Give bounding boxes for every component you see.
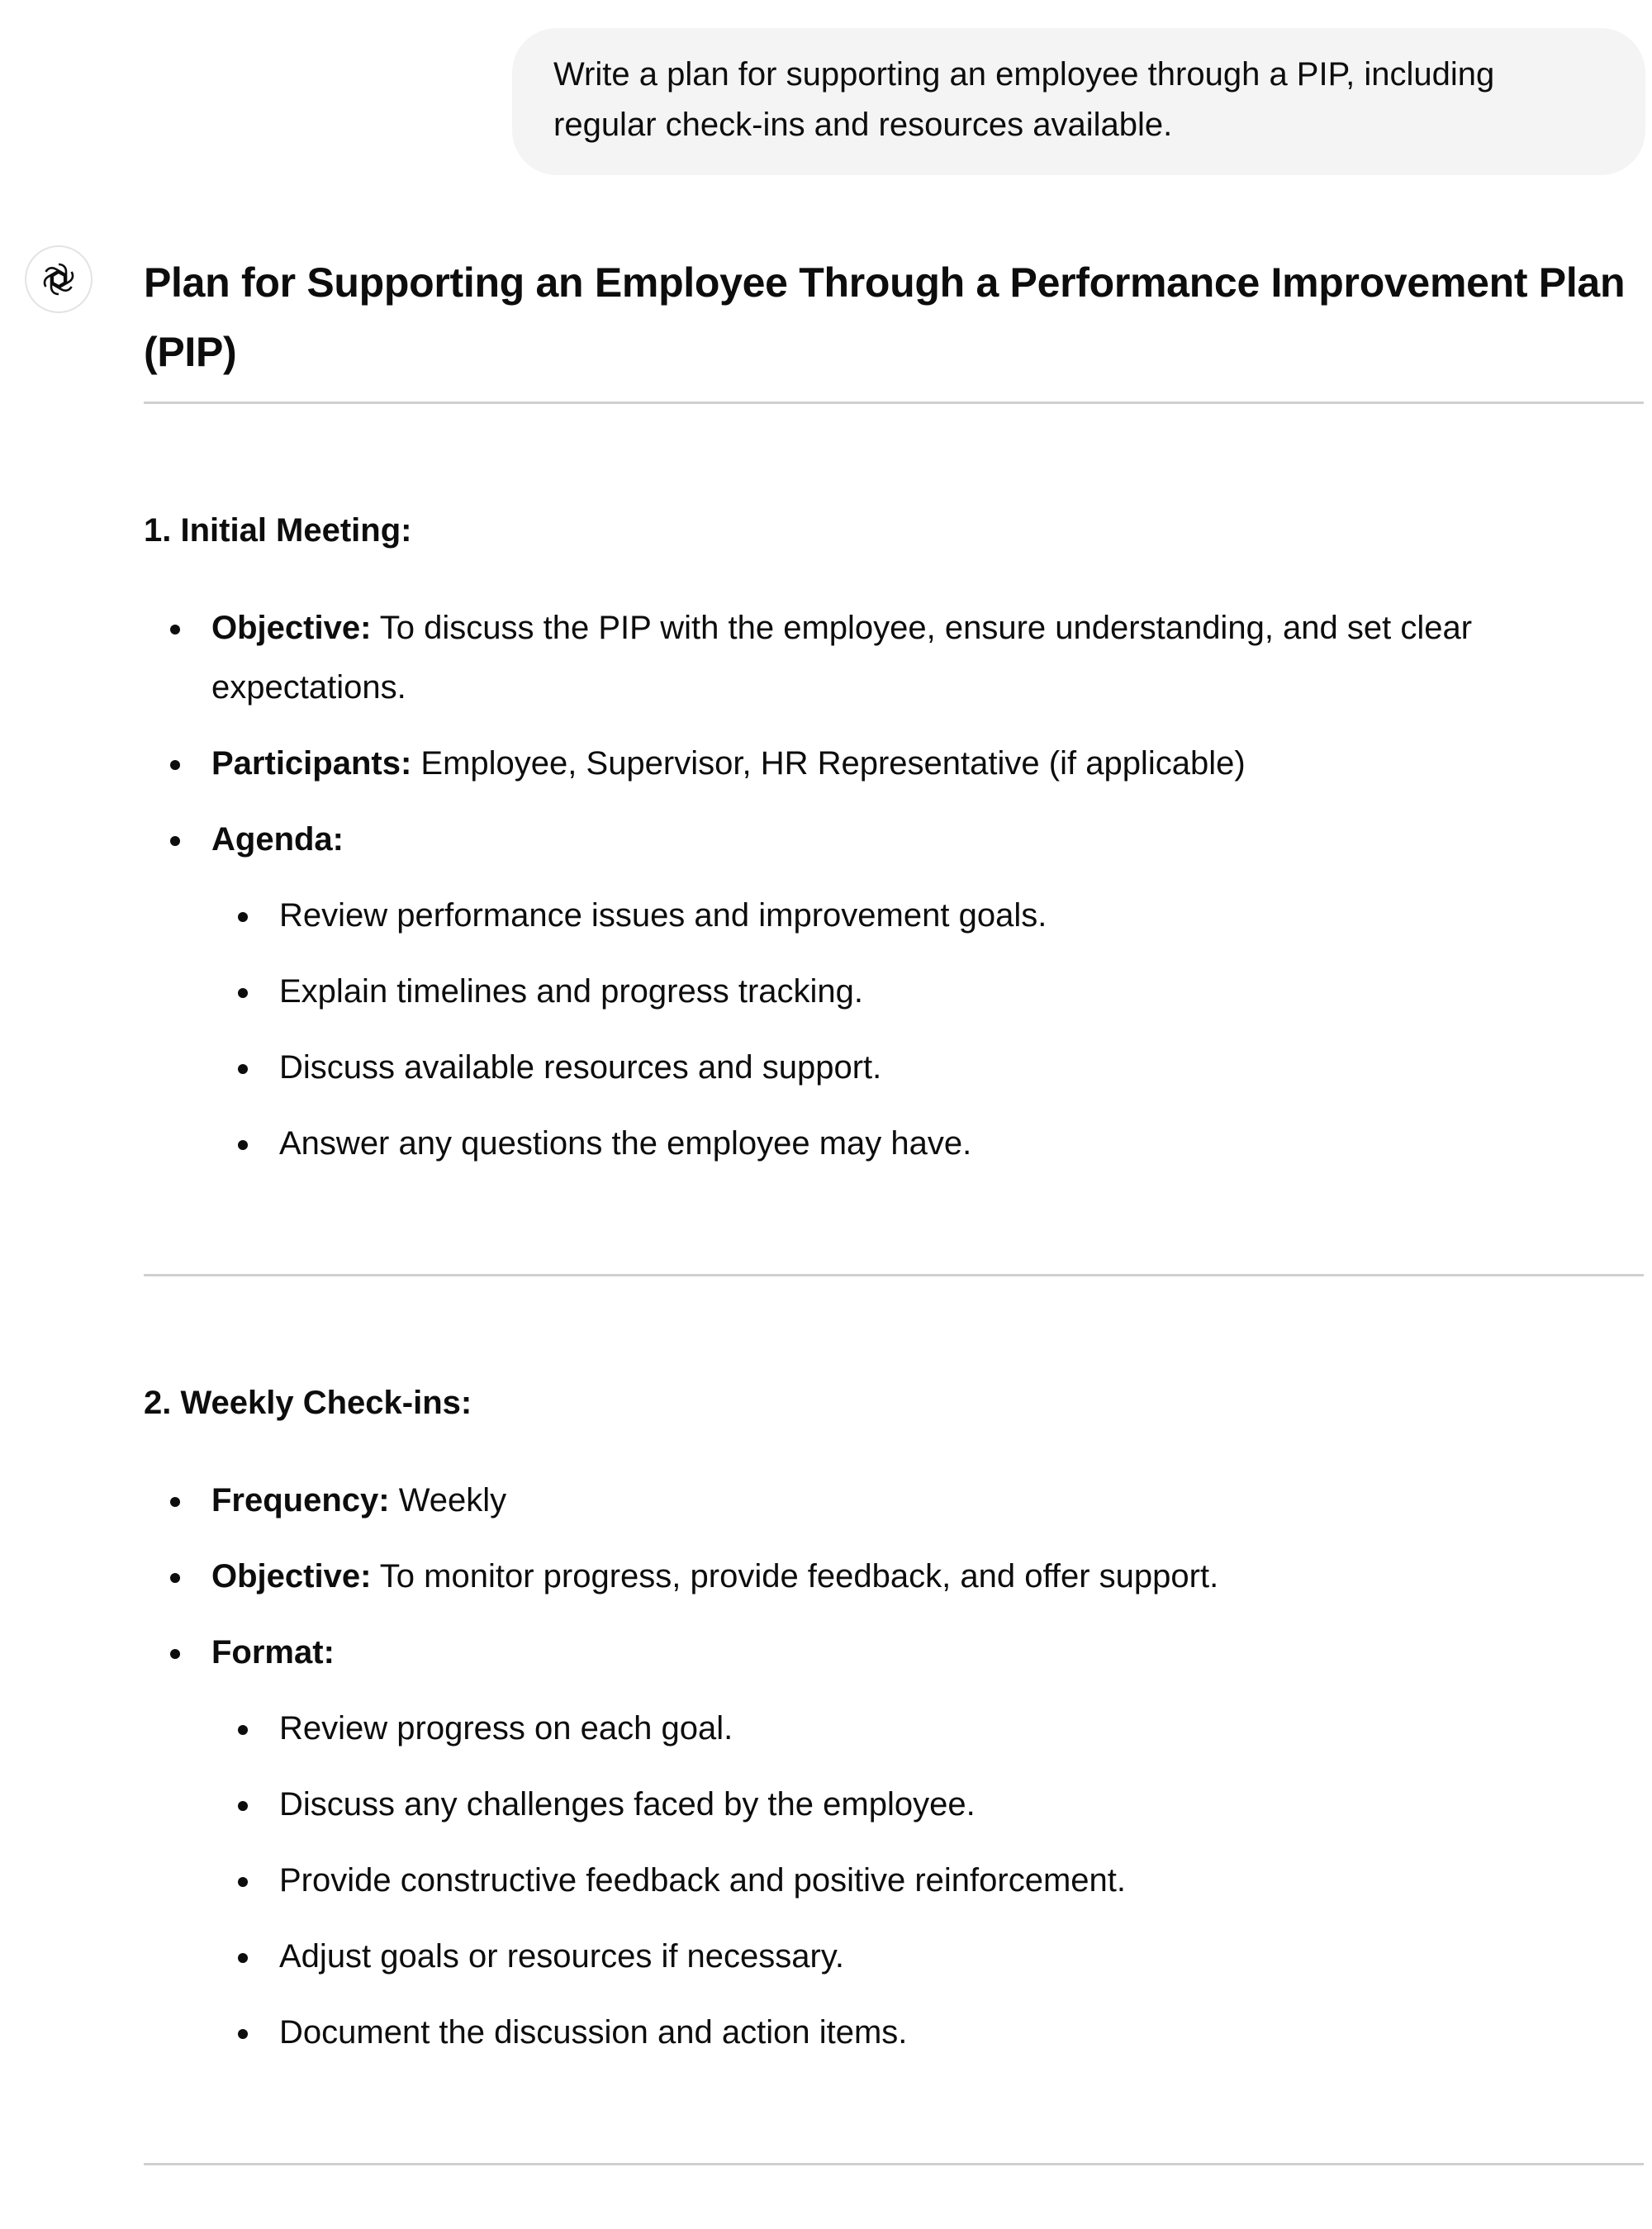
sub-list-item: Review progress on each goal. [211, 1699, 1644, 1758]
item-label: Participants: [211, 745, 412, 782]
list-item [144, 1623, 1644, 2062]
divider [144, 402, 1644, 404]
item-text: To discuss the PIP with the employee, ensure understanding, and set clear expectations. [211, 610, 1473, 706]
sub-list-item: Explain timelines and progress tracking. [211, 962, 1644, 1021]
list-item [144, 734, 1644, 793]
assistant-avatar [25, 245, 93, 313]
item-label: Objective: [211, 610, 372, 646]
assistant-response [144, 248, 1644, 2165]
list-item [144, 598, 1644, 717]
sub-list [211, 886, 1644, 1173]
item-label: Objective: [211, 1558, 372, 1595]
section-list [144, 1471, 1644, 2062]
sub-list-item: Review performance issues and improvement goals. [211, 886, 1644, 945]
sub-list-item: Adjust goals or resources if necessary. [211, 1927, 1644, 1986]
openai-logo-icon [39, 259, 78, 299]
user-message-text: Write a plan for supporting an employee through a PIP, including regular check-ins and resources available. [553, 56, 1495, 143]
section-heading-weekly-check-ins: 2. Weekly Check-ins: [144, 1385, 472, 1421]
divider [144, 1274, 1644, 1276]
user-message-bubble [512, 28, 1645, 175]
sub-list-item: Document the discussion and action items. [211, 2003, 1644, 2062]
sub-list-item: Discuss available resources and support. [211, 1038, 1644, 1097]
item-label: Agenda: [211, 821, 344, 858]
section-list [144, 598, 1644, 1173]
item-label: Frequency: [211, 1482, 390, 1518]
divider [144, 2163, 1644, 2165]
section-heading-initial-meeting: 1. Initial Meeting: [144, 512, 412, 549]
sub-list-item: Provide constructive feedback and positive reinforcement. [211, 1851, 1644, 1910]
item-text: Weekly [389, 1482, 507, 1518]
item-text: Employee, Supervisor, HR Representative (if applicable) [411, 745, 1246, 782]
item-text: To monitor progress, provide feedback, and offer support. [371, 1558, 1219, 1595]
list-item [144, 1547, 1644, 1606]
sub-list-item: Discuss any challenges faced by the employee. [211, 1775, 1644, 1834]
sub-list-item: Answer any questions the employee may have. [211, 1114, 1644, 1173]
sub-list [211, 1699, 1644, 2062]
item-label: Format: [211, 1634, 335, 1671]
list-item [144, 810, 1644, 1173]
response-title: Plan for Supporting an Employee Through a Performance Improvement Plan (PIP) [144, 259, 1626, 375]
list-item [144, 1471, 1644, 1530]
